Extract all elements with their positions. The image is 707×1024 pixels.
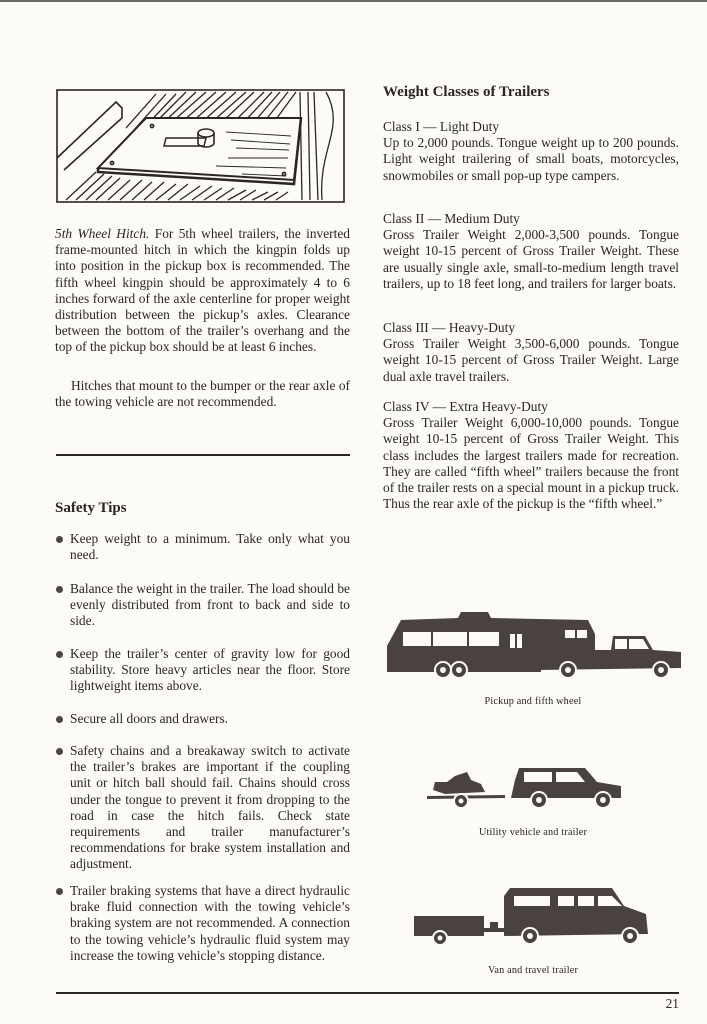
safety-tips-heading: Safety Tips <box>55 500 127 516</box>
van-travel-trailer-silhouette-icon <box>412 886 652 948</box>
section-divider <box>56 454 350 456</box>
class-title: Class II — Medium Duty <box>383 211 520 226</box>
safety-tip-item <box>55 581 350 630</box>
safety-tip-text: Keep weight to a minimum. Take only what you need. <box>70 531 350 563</box>
pickup-fifth-wheel-silhouette-icon <box>383 608 683 680</box>
vehicle-caption: Utility vehicle and trailer <box>478 827 588 838</box>
safety-tip-text: Trailer braking systems that have a direct hydraulic brake fluid connection with the towing vehicle’s braking system are not recommended. A connection to the towing vehicle’s hydraulic fluid system may increase the towing vehicle’s stopping distance. <box>70 883 350 963</box>
bullet-icon <box>56 651 63 658</box>
class-description: Gross Trailer Weight 2,000-3,500 pounds. Tongue weight 10-15 percent of Gross Trailer Weight. These are usually single axle, small-to-medium length travel trailers, up to 18 feet long, and trailers for larger boats. <box>383 227 679 291</box>
fifth-wheel-hitch-plate-illustration-icon <box>56 88 346 206</box>
page-top-edge <box>0 0 707 2</box>
bullet-icon <box>56 716 63 723</box>
utility-vehicle-trailer-silhouette-icon <box>425 762 625 812</box>
bullet-icon <box>56 536 63 543</box>
bullet-icon <box>56 888 63 895</box>
safety-tip-text: Secure all doors and drawers. <box>70 711 229 726</box>
class-block <box>383 211 679 292</box>
safety-tip-text: Safety chains and a breakaway switch to activate the trailer’s brakes are important if the coupling unit or hitch ball should fail. Chains should cross under the tongue to prevent it from dropping to the road in case the hitch fails. Check state requirements and trailer manufacturer’s recommendations for brake system installation and adjustment. <box>70 743 350 872</box>
class-block <box>383 119 679 184</box>
class-description: Gross Trailer Weight 6,000-10,000 pounds. Tongue weight 10-15 percent of Gross Trailer Weight. This class includes the largest trailers made for recreation. They are called “fifth wheel” trailers because the front of the trailer rests on a special mount in a pickup truck. Thus the rear axle of the pickup is the “fifth wheel.” <box>383 415 679 512</box>
safety-tip-item <box>55 711 350 727</box>
safety-tip-item <box>55 743 350 873</box>
weight-classes-heading: Weight Classes of Trailers <box>383 84 550 100</box>
safety-tip-text: Balance the weight in the trailer. The load should be evenly distributed from front to back and side to side. <box>70 581 350 629</box>
fifth-wheel-hitch-text: For 5th wheel trailers, the inverted frame-mounted hitch in which the kingpin folds up into position in the pickup box is recommended. The fifth wheel kingpin should be approximately 4 to 6 inches forward of the axle centerline for proper weight distribution between the pickup’s axles. Clearance between the bottom of the trailer’s overhang and the top of the pickup box should be at least 6 inches. <box>55 226 350 355</box>
class-title: Class IV — Extra Heavy-Duty <box>383 399 548 414</box>
class-block <box>383 320 679 385</box>
fifth-wheel-hitch-lead: 5th Wheel Hitch. <box>55 226 150 241</box>
class-description: Up to 2,000 pounds. Tongue weight up to 200 pounds. Light weight trailering of small boats, motorcycles, snowmobiles or small pop-up type campers. <box>383 135 679 183</box>
vehicle-caption: Van and travel trailer <box>487 965 579 976</box>
safety-tip-item <box>55 531 350 563</box>
class-title: Class I — Light Duty <box>383 119 500 134</box>
vehicle-caption: Pickup and fifth wheel <box>484 696 582 707</box>
bullet-icon <box>56 586 63 593</box>
bullet-icon <box>56 748 63 755</box>
class-description: Gross Trailer Weight 3,500-6,000 pounds. Tongue weight 10-15 percent of Gross Trailer Weight. Large dual axle travel trailers. <box>383 336 679 384</box>
class-title: Class III — Heavy-Duty <box>383 320 516 335</box>
class-block <box>383 399 679 512</box>
bumper-hitch-paragraph: Hitches that mount to the bumper or the rear axle of the towing vehicle are not recommended. <box>55 378 350 410</box>
footer-divider <box>56 992 679 994</box>
fifth-wheel-hitch-paragraph <box>55 226 350 356</box>
safety-tip-text: Keep the trailer’s center of gravity low for good stability. Store heavy articles near the floor. Store lightweight items above. <box>70 646 350 694</box>
safety-tip-item <box>55 883 350 964</box>
safety-tip-item <box>55 646 350 695</box>
page-number: 21 <box>665 996 679 1011</box>
